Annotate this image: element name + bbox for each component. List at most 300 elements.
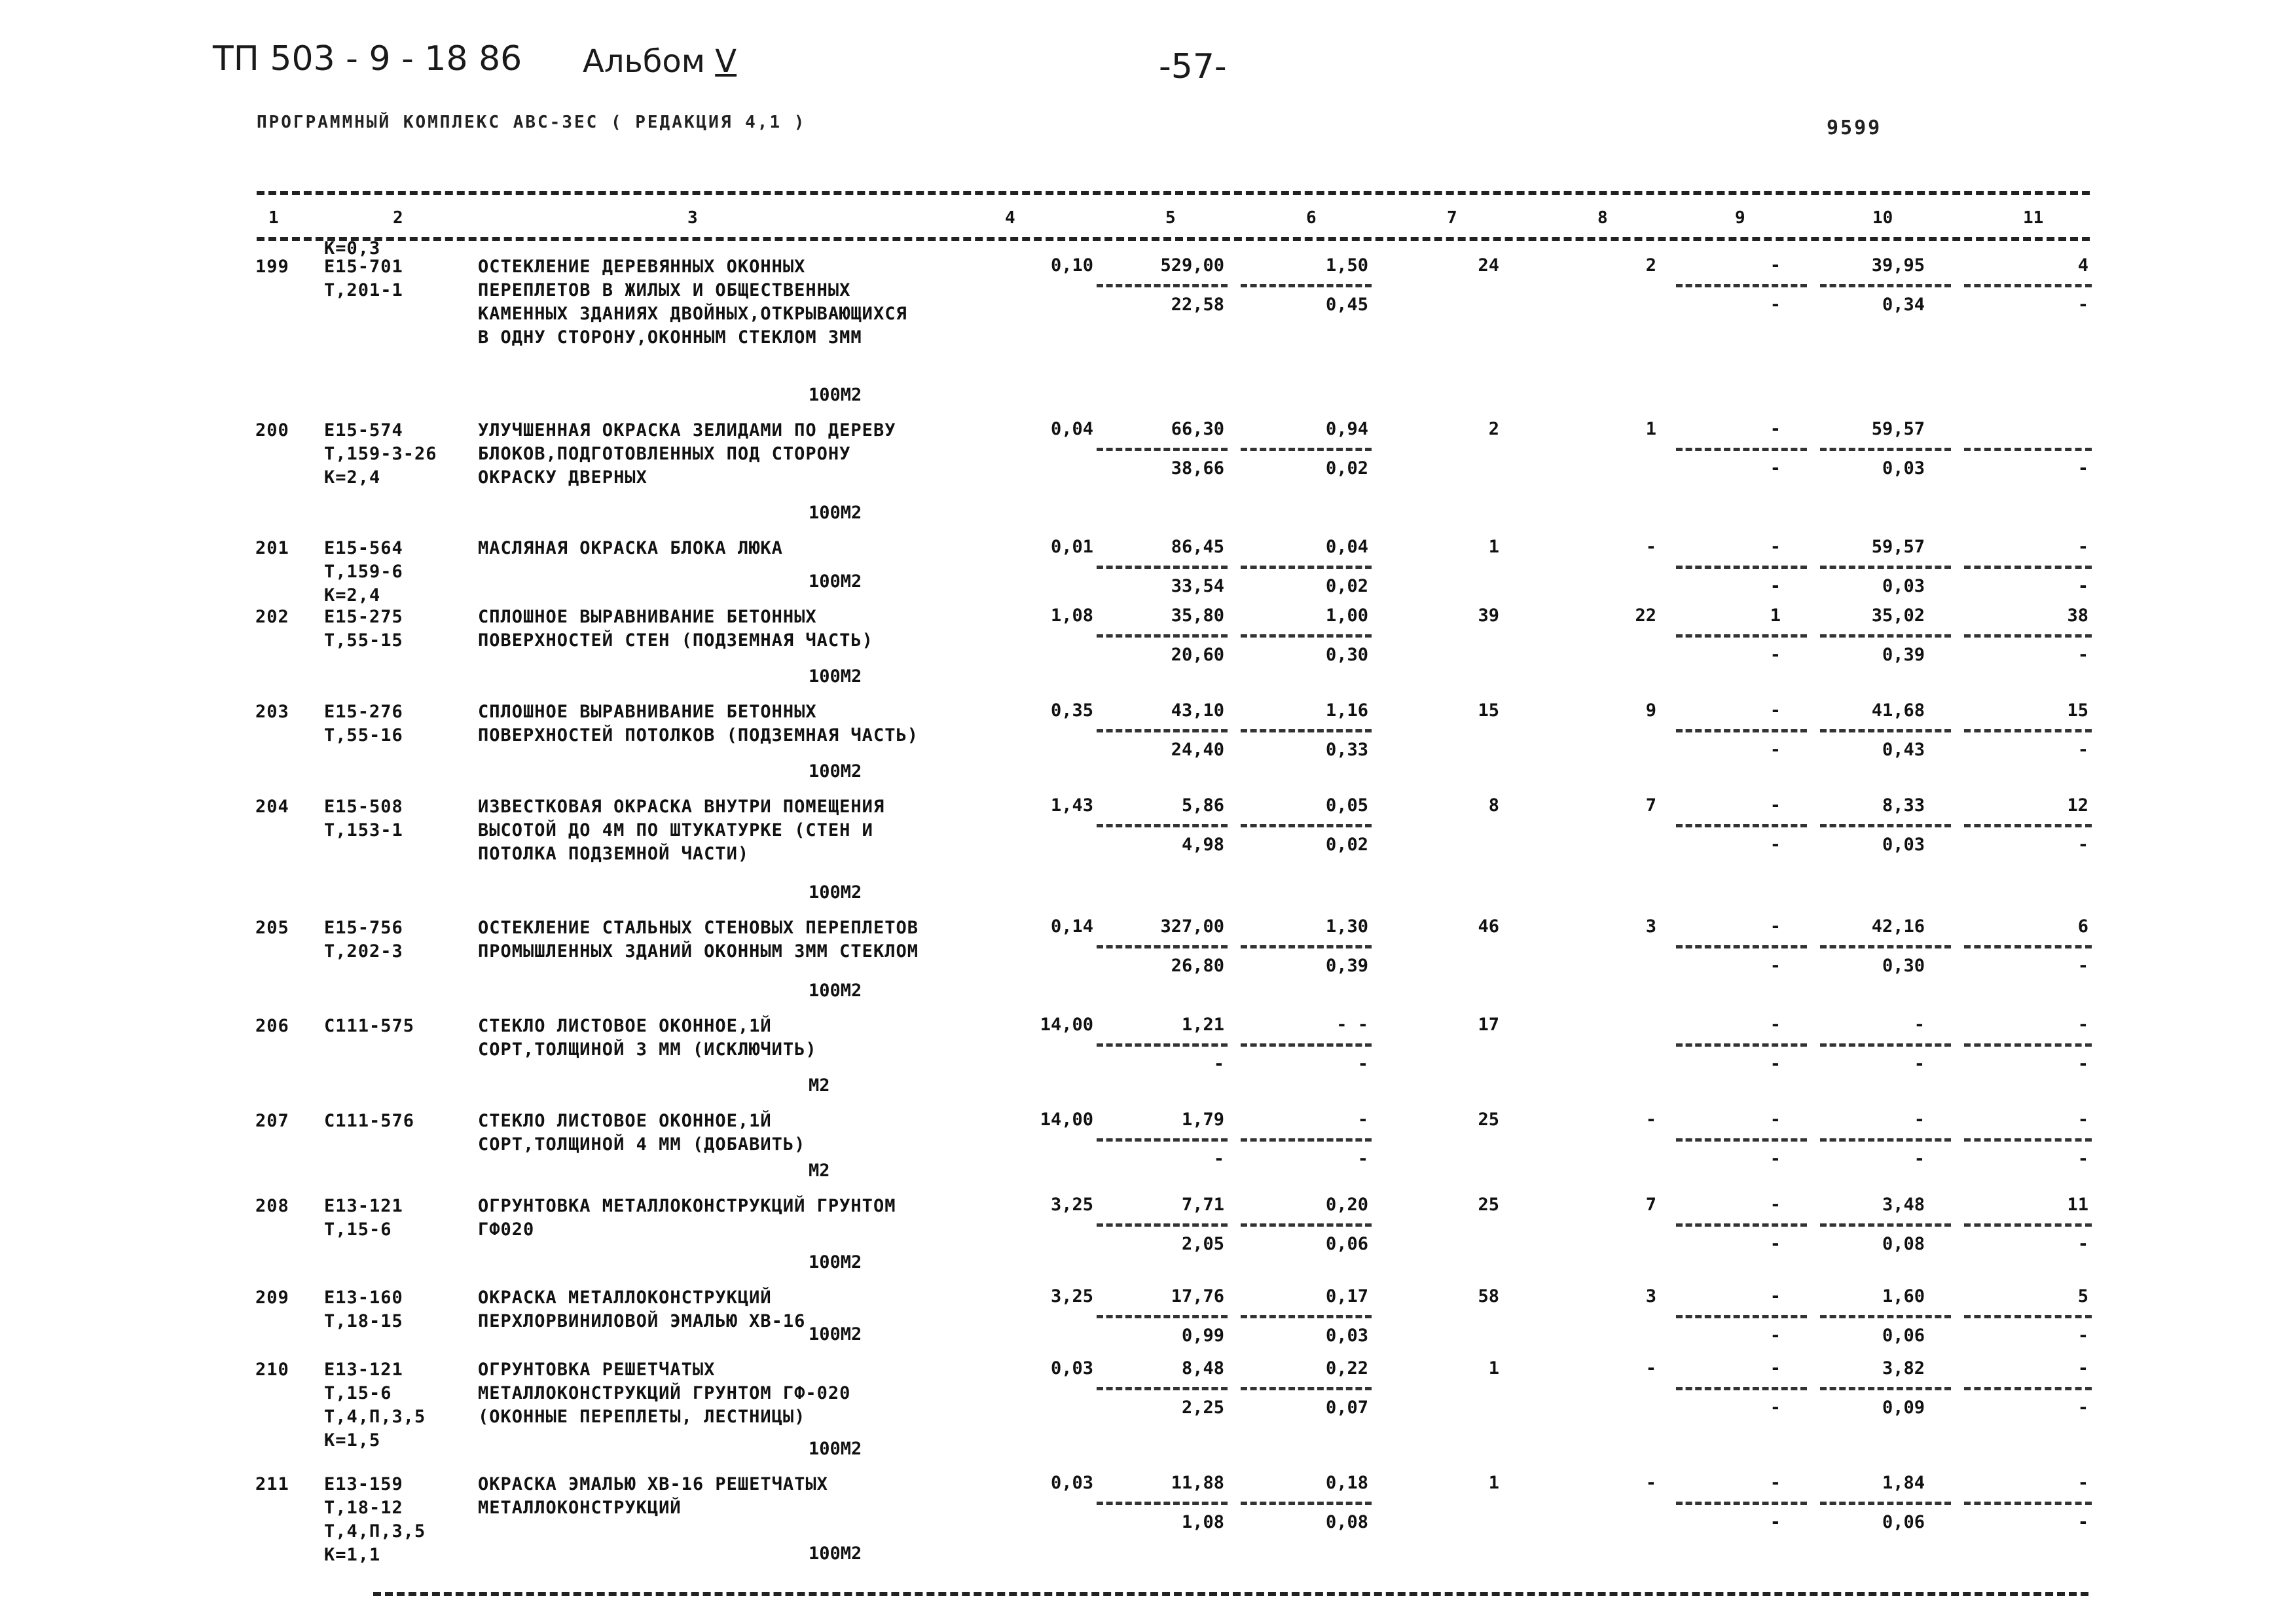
row-unit-cost-machine: 2,25 [1181,1398,1224,1418]
row-unit-cost-machine: 4,98 [1181,835,1224,855]
row-reference: Т,153-1 [324,820,403,840]
column-number-5: 5 [1165,208,1176,228]
row-labor: - [1914,1015,1925,1035]
row-unit: 100М2 [809,882,862,903]
row-code: С111-575 [324,1016,415,1036]
row-total-wage: 9 [1645,700,1656,721]
row-labor-machine: 0,09 [1882,1398,1925,1418]
row-unit-cost: 35,80 [1171,605,1224,626]
row-total-wage: 1 [1645,419,1656,439]
row-labor-machine-total: - [2077,1398,2088,1418]
column-number-9: 9 [1735,208,1745,228]
row-wage-machine: - [1357,1054,1368,1074]
row-total-cost: 15 [1478,700,1499,721]
program-line: ПРОГРАММНЫЙ КОМПЛЕКС АВС-3ЕС ( РЕДАКЦИЯ 4,1 ) [257,113,807,132]
row-labor-machine-total: - [2077,295,2088,315]
row-divider-5 [1097,945,1228,948]
row-unit-cost: 66,30 [1171,419,1224,439]
column-number-4: 4 [1005,208,1015,228]
row-labor-machine-total: - [2077,1054,2088,1074]
row-unit: 100М2 [809,761,862,782]
row-divider-11 [1964,1223,2092,1227]
row-machines-b: - [1770,645,1781,665]
row-quantity: 0,03 [1050,1473,1093,1493]
row-code: Е15-276 [324,702,403,722]
row-total-cost: 46 [1478,916,1499,937]
row-unit: М2 [809,1161,830,1181]
row-wage-machine: 0,08 [1325,1512,1368,1532]
row-quantity: 14,00 [1040,1015,1093,1035]
row-labor-machine-total: - [2077,956,2088,976]
row-wage-machine: 0,33 [1325,740,1368,760]
row-machines-b: - [1770,1054,1781,1074]
row-divider-5 [1097,1223,1228,1227]
row-divider-6 [1241,1138,1372,1142]
row-divider-11 [1964,1138,2092,1142]
row-extra: К=2,4 [324,467,381,488]
row-unit-cost: 43,10 [1171,700,1224,721]
row-machines: - [1770,1473,1781,1493]
row-divider-10 [1820,634,1951,638]
row-labor: 1,84 [1882,1473,1925,1493]
row-machines: - [1770,1195,1781,1215]
row-code: Е15-508 [324,797,403,817]
row-labor: 42,16 [1871,916,1925,937]
row-code: Е13-121 [324,1360,403,1380]
row-labor: 41,68 [1871,700,1925,721]
row-divider-11 [1964,284,2092,287]
row-total-cost: 24 [1478,255,1499,276]
row-divider-11 [1964,729,2092,732]
row-wage: - - [1336,1015,1368,1035]
row-extra: К=2,4 [324,585,381,605]
row-number: 202 [255,607,289,627]
row-divider-9 [1676,1502,1807,1505]
row-labor-total: - [2077,1015,2088,1035]
row-code: Е15-564 [324,538,403,558]
row-machines: 1 [1770,605,1781,626]
row-labor: 3,82 [1882,1358,1925,1379]
row-labor-machine: 0,06 [1882,1512,1925,1532]
row-labor-machine: 0,34 [1882,295,1925,315]
row-divider-9 [1676,448,1807,451]
row-labor-total: - [2077,537,2088,557]
row-labor-total: 38 [2067,605,2088,626]
row-wage: 1,16 [1325,700,1368,721]
row-divider-6 [1241,448,1372,451]
row-divider-9 [1676,566,1807,569]
row-unit-cost-machine: - [1213,1149,1224,1169]
row-divider-5 [1097,634,1228,638]
table-header-rule [257,237,2090,241]
row-labor-machine-total: - [2077,740,2088,760]
row-divider-11 [1964,634,2092,638]
table-bottom-rule [373,1592,2088,1596]
row-divider-11 [1964,1315,2092,1318]
row-machines-b: - [1770,835,1781,855]
row-unit-cost: 1,79 [1181,1110,1224,1130]
row-labor-machine-total: - [2077,1512,2088,1532]
row-labor-machine: 0,43 [1882,740,1925,760]
column-number-2: 2 [393,208,403,228]
row-divider-5 [1097,824,1228,827]
row-divider-11 [1964,1502,2092,1505]
row-unit-cost: 86,45 [1171,537,1224,557]
row-machines: - [1770,795,1781,816]
row-machines: - [1770,1110,1781,1130]
row-total-wage: 2 [1645,255,1656,276]
row-description: ИЗВЕСТКОВАЯ ОКРАСКА ВНУТРИ ПОМЕЩЕНИЯ ВЫСОТОЙ ДО 4М ПО ШТУКАТУРКЕ (СТЕН И ПОТОЛКА ПОДЗЕМНОЙ ЧАСТИ) [478,797,885,864]
row-divider-10 [1820,284,1951,287]
project-code: ТП 503 - 9 - 18 86 [213,39,522,79]
row-code: С111-576 [324,1111,415,1131]
row-divider-10 [1820,1502,1951,1505]
row-unit: 100М2 [809,385,862,405]
row-divider-6 [1241,1043,1372,1047]
row-wage-machine: 0,02 [1325,835,1368,855]
row-wage-machine: 0,03 [1325,1326,1368,1346]
row-unit-cost-machine: 24,40 [1171,740,1224,760]
row-total-wage: - [1645,1473,1656,1493]
row-reference: Т,201-1 [324,280,403,300]
row-wage: 1,50 [1325,255,1368,276]
row-quantity: 0,35 [1050,700,1093,721]
row-reference: Т,202-3 [324,941,403,962]
row-machines-b: - [1770,1149,1781,1169]
row-unit-cost: 8,48 [1181,1358,1224,1379]
row-machines-b: - [1770,1512,1781,1532]
row-number: 199 [255,257,289,277]
column-number-6: 6 [1306,208,1317,228]
row-divider-6 [1241,634,1372,638]
row-total-wage: 7 [1645,1195,1656,1215]
row-divider-10 [1820,1043,1951,1047]
row-number: 208 [255,1196,289,1216]
row-number: 210 [255,1360,289,1380]
row-machines: - [1770,700,1781,721]
row-labor: 3,48 [1882,1195,1925,1215]
row-wage: 0,18 [1325,1473,1368,1493]
row-divider-10 [1820,1387,1951,1390]
row-code: Е13-160 [324,1288,403,1308]
row-divider-6 [1241,1387,1372,1390]
sheet-code: 9599 [1827,117,1882,139]
row-number: 206 [255,1016,289,1036]
row-machines-b: - [1770,740,1781,760]
row-quantity: 0,14 [1050,916,1093,937]
column-number-11: 11 [2023,208,2044,228]
row-labor: 1,60 [1882,1286,1925,1307]
row-total-wage: - [1645,537,1656,557]
row-number: 207 [255,1111,289,1131]
row-number: 211 [255,1474,289,1494]
row-number: 209 [255,1288,289,1308]
row-unit-cost: 1,21 [1181,1015,1224,1035]
row-total-cost: 39 [1478,605,1499,626]
row-labor-machine-total: - [2077,1326,2088,1346]
row-labor-machine: 0,03 [1882,576,1925,596]
row-number: 204 [255,797,289,817]
row-total-cost: 8 [1488,795,1499,816]
row-divider-5 [1097,729,1228,732]
row-unit-cost: 529,00 [1160,255,1224,276]
row-quantity: 1,43 [1050,795,1093,816]
row-total-cost: 58 [1478,1286,1499,1307]
row-unit: 100М2 [809,666,862,687]
row-wage: 0,05 [1325,795,1368,816]
album-number: V [715,43,737,80]
row-code: Е15-701 [324,257,403,277]
row-unit-cost: 11,88 [1171,1473,1224,1493]
row-description: ОГРУНТОВКА МЕТАЛЛОКОНСТРУКЦИЙ ГРУНТОМ ГФ020 [478,1196,896,1240]
row-quantity: 0,03 [1050,1358,1093,1379]
row-wage: - [1357,1110,1368,1130]
row-divider-6 [1241,284,1372,287]
row-labor-machine: 0,39 [1882,645,1925,665]
row-divider-10 [1820,1315,1951,1318]
row-reference: Т,18-12 [324,1498,403,1518]
row-divider-9 [1676,1043,1807,1047]
row-total-wage: - [1645,1110,1656,1130]
row-unit: 100М2 [809,503,862,523]
row-unit-cost-machine: 0,99 [1181,1326,1224,1346]
row-code: Е13-159 [324,1474,403,1494]
row-labor-machine-total: - [2077,458,2088,478]
row-divider-6 [1241,1502,1372,1505]
row-divider-6 [1241,566,1372,569]
row-wage-machine: 0,45 [1325,295,1368,315]
row-description: ОГРУНТОВКА РЕШЕТЧАТЫХ МЕТАЛЛОКОНСТРУКЦИЙ ГРУНТОМ ГФ-020 (ОКОННЫЕ ПЕРЕПЛЕТЫ, ЛЕСТНИЦЫ) [478,1360,851,1427]
column-number-8: 8 [1597,208,1608,228]
row-labor-machine-total: - [2077,645,2088,665]
row-description: СПЛОШНОЕ ВЫРАВНИВАНИЕ БЕТОННЫХ ПОВЕРХНОСТЕЙ СТЕН (ПОДЗЕМНАЯ ЧАСТЬ) [478,607,873,651]
row-machines-b: - [1770,458,1781,478]
row-divider-10 [1820,945,1951,948]
row-reference: Т,159-6 [324,562,403,582]
row-wage: 0,94 [1325,419,1368,439]
page-number: -57- [1159,47,1227,86]
row-number: 201 [255,538,289,558]
row-quantity: 0,04 [1050,419,1093,439]
row-labor-machine-total: - [2077,835,2088,855]
row-divider-10 [1820,824,1951,827]
row-labor-machine-total: - [2077,576,2088,596]
row-unit-cost-machine: 2,05 [1181,1234,1224,1254]
row-labor-total: 15 [2067,700,2088,721]
row-total-cost: 17 [1478,1015,1499,1035]
row-divider-11 [1964,945,2092,948]
column-number-10: 10 [1872,208,1893,228]
row-total-cost: 25 [1478,1195,1499,1215]
row-divider-5 [1097,1387,1228,1390]
row-description: СПЛОШНОЕ ВЫРАВНИВАНИЕ БЕТОННЫХ ПОВЕРХНОСТЕЙ ПОТОЛКОВ (ПОДЗЕМНАЯ ЧАСТЬ) [478,702,919,746]
row-machines: - [1770,1358,1781,1379]
row-labor-total: 6 [2077,916,2088,937]
row-total-wage: - [1645,1358,1656,1379]
row-unit: 100М2 [809,1252,862,1272]
row-divider-10 [1820,1223,1951,1227]
row-labor-machine-total: - [2077,1234,2088,1254]
row-wage-machine: 0,07 [1325,1398,1368,1418]
row-divider-9 [1676,729,1807,732]
row-unit: 100М2 [809,981,862,1001]
row-divider-10 [1820,729,1951,732]
row-machines: - [1770,255,1781,276]
row-labor-machine: - [1914,1149,1925,1169]
row-machines-b: - [1770,956,1781,976]
row-unit-cost-machine: 20,60 [1171,645,1224,665]
row-number: 205 [255,918,289,938]
row-divider-10 [1820,566,1951,569]
row-divider-5 [1097,448,1228,451]
row-reference: Т,15-6 [324,1219,392,1240]
row-labor: - [1914,1110,1925,1130]
row-reference: Т,159-3-26 [324,444,437,464]
row-labor-machine: 0,03 [1882,835,1925,855]
row-divider-9 [1676,1138,1807,1142]
row-unit-cost: 7,71 [1181,1195,1224,1215]
row-total-cost: 1 [1488,1358,1499,1379]
row-divider-10 [1820,1138,1951,1142]
row-code: Е13-121 [324,1196,403,1216]
row-unit-cost-machine: 1,08 [1181,1512,1224,1532]
row-divider-5 [1097,1315,1228,1318]
row-labor-machine: - [1914,1054,1925,1074]
row-machines-b: - [1770,1398,1781,1418]
column-number-1: 1 [268,208,279,228]
row-labor: 8,33 [1882,795,1925,816]
row-wage-machine: - [1357,1149,1368,1169]
row-wage-machine: 0,39 [1325,956,1368,976]
row-divider-10 [1820,448,1951,451]
row-divider-6 [1241,1315,1372,1318]
row-labor: 59,57 [1871,537,1925,557]
row-unit-cost-machine: - [1213,1054,1224,1074]
row-description: МАСЛЯНАЯ ОКРАСКА БЛОКА ЛЮКА [478,538,783,558]
row-unit-cost-machine: 22,58 [1171,295,1224,315]
row-extra: Т,4,П,3,5 К=1,5 [324,1407,426,1451]
row-labor: 39,95 [1871,255,1925,276]
row-labor-machine-total: - [2077,1149,2088,1169]
row-divider-6 [1241,824,1372,827]
row-wage: 0,04 [1325,537,1368,557]
row-total-cost: 1 [1488,1473,1499,1493]
table-top-rule [257,191,2090,195]
row-machines-b: - [1770,576,1781,596]
row-divider-9 [1676,945,1807,948]
row-total-cost: 1 [1488,537,1499,557]
row-unit: 100М2 [809,571,862,592]
row-wage-machine: 0,02 [1325,576,1368,596]
row-unit-cost-machine: 38,66 [1171,458,1224,478]
row-code: Е15-756 [324,918,403,938]
row-divider-11 [1964,1043,2092,1047]
row-labor-machine: 0,03 [1882,458,1925,478]
row-machines-b: - [1770,1234,1781,1254]
row-wage: 1,00 [1325,605,1368,626]
row-total-wage: 3 [1645,916,1656,937]
row-coefficient: К=0,3 [324,238,381,259]
row-total-wage: 7 [1645,795,1656,816]
row-quantity: 3,25 [1050,1195,1093,1215]
row-wage: 0,22 [1325,1358,1368,1379]
row-wage: 0,20 [1325,1195,1368,1215]
row-labor-total: 4 [2077,255,2088,276]
row-wage-machine: 0,02 [1325,458,1368,478]
row-total-cost: 25 [1478,1110,1499,1130]
row-wage: 0,17 [1325,1286,1368,1307]
row-labor-total: 11 [2067,1195,2088,1215]
row-total-wage: 3 [1645,1286,1656,1307]
row-reference: Т,55-15 [324,630,403,651]
row-number: 203 [255,702,289,722]
row-machines: - [1770,916,1781,937]
row-description: СТЕКЛО ЛИСТОВОЕ ОКОННОЕ,1Й СОРТ,ТОЛЩИНОЙ 4 ММ (ДОБАВИТЬ) [478,1111,806,1155]
album-word: Альбом [583,43,705,80]
column-number-3: 3 [687,208,698,228]
row-wage: 1,30 [1325,916,1368,937]
row-divider-5 [1097,1502,1228,1505]
row-machines-b: - [1770,295,1781,315]
row-description: ОКРАСКА МЕТАЛЛОКОНСТРУКЦИЙ ПЕРХЛОРВИНИЛОВОЙ ЭМАЛЬЮ ХВ-16 [478,1288,806,1331]
row-code: Е15-574 [324,420,403,441]
row-unit-cost: 17,76 [1171,1286,1224,1307]
row-labor-total: 12 [2067,795,2088,816]
row-divider-6 [1241,1223,1372,1227]
row-labor: 35,02 [1871,605,1925,626]
row-reference: Т,15-6 [324,1383,392,1403]
row-quantity: 14,00 [1040,1110,1093,1130]
row-divider-6 [1241,729,1372,732]
row-labor-machine: 0,06 [1882,1326,1925,1346]
row-labor-total: - [2077,1110,2088,1130]
row-labor: 59,57 [1871,419,1925,439]
row-divider-5 [1097,1138,1228,1142]
row-labor-total: - [2077,1473,2088,1493]
row-description: УЛУЧШЕННАЯ ОКРАСКА ЗЕЛИДАМИ ПО ДЕРЕВУ БЛОКОВ,ПОДГОТОВЛЕННЫХ ПОД СТОРОНУ ОКРАСКУ ДВЕРНЫХ [478,420,896,488]
row-unit-cost-machine: 26,80 [1171,956,1224,976]
row-quantity: 0,01 [1050,537,1093,557]
row-total-wage: 22 [1635,605,1656,626]
row-description: ОСТЕКЛЕНИЕ ДЕРЕВЯННЫХ ОКОННЫХ ПЕРЕПЛЕТОВ В ЖИЛЫХ И ОБЩЕСТВЕННЫХ КАМЕННЫХ ЗДАНИЯХ ДВОЙНЫХ,ОТКРЫВАЮЩИХСЯ В ОДНУ СТОРОНУ,ОКОННЫМ СТЕКЛОМ 3ММ [478,257,907,348]
row-description: СТЕКЛО ЛИСТОВОЕ ОКОННОЕ,1Й СОРТ,ТОЛЩИНОЙ 3 ММ (ИСКЛЮЧИТЬ) [478,1016,817,1060]
row-labor-total: - [2077,1358,2088,1379]
row-divider-11 [1964,1387,2092,1390]
row-divider-11 [1964,566,2092,569]
row-divider-6 [1241,945,1372,948]
row-quantity: 1,08 [1050,605,1093,626]
row-extra: Т,4,П,3,5 К=1,1 [324,1521,426,1565]
row-wage-machine: 0,30 [1325,645,1368,665]
row-wage-machine: 0,06 [1325,1234,1368,1254]
row-unit-cost: 5,86 [1181,795,1224,816]
row-machines: - [1770,1015,1781,1035]
row-reference: Т,18-15 [324,1311,403,1331]
album-label [583,43,737,80]
row-divider-11 [1964,448,2092,451]
row-divider-5 [1097,284,1228,287]
row-labor-total: 5 [2077,1286,2088,1307]
row-unit: М2 [809,1075,830,1096]
row-divider-9 [1676,1223,1807,1227]
row-number: 200 [255,420,289,441]
row-labor-machine: 0,30 [1882,956,1925,976]
row-unit-cost: 327,00 [1160,916,1224,937]
row-machines: - [1770,537,1781,557]
row-divider-9 [1676,1315,1807,1318]
row-divider-9 [1676,284,1807,287]
row-machines-b: - [1770,1326,1781,1346]
